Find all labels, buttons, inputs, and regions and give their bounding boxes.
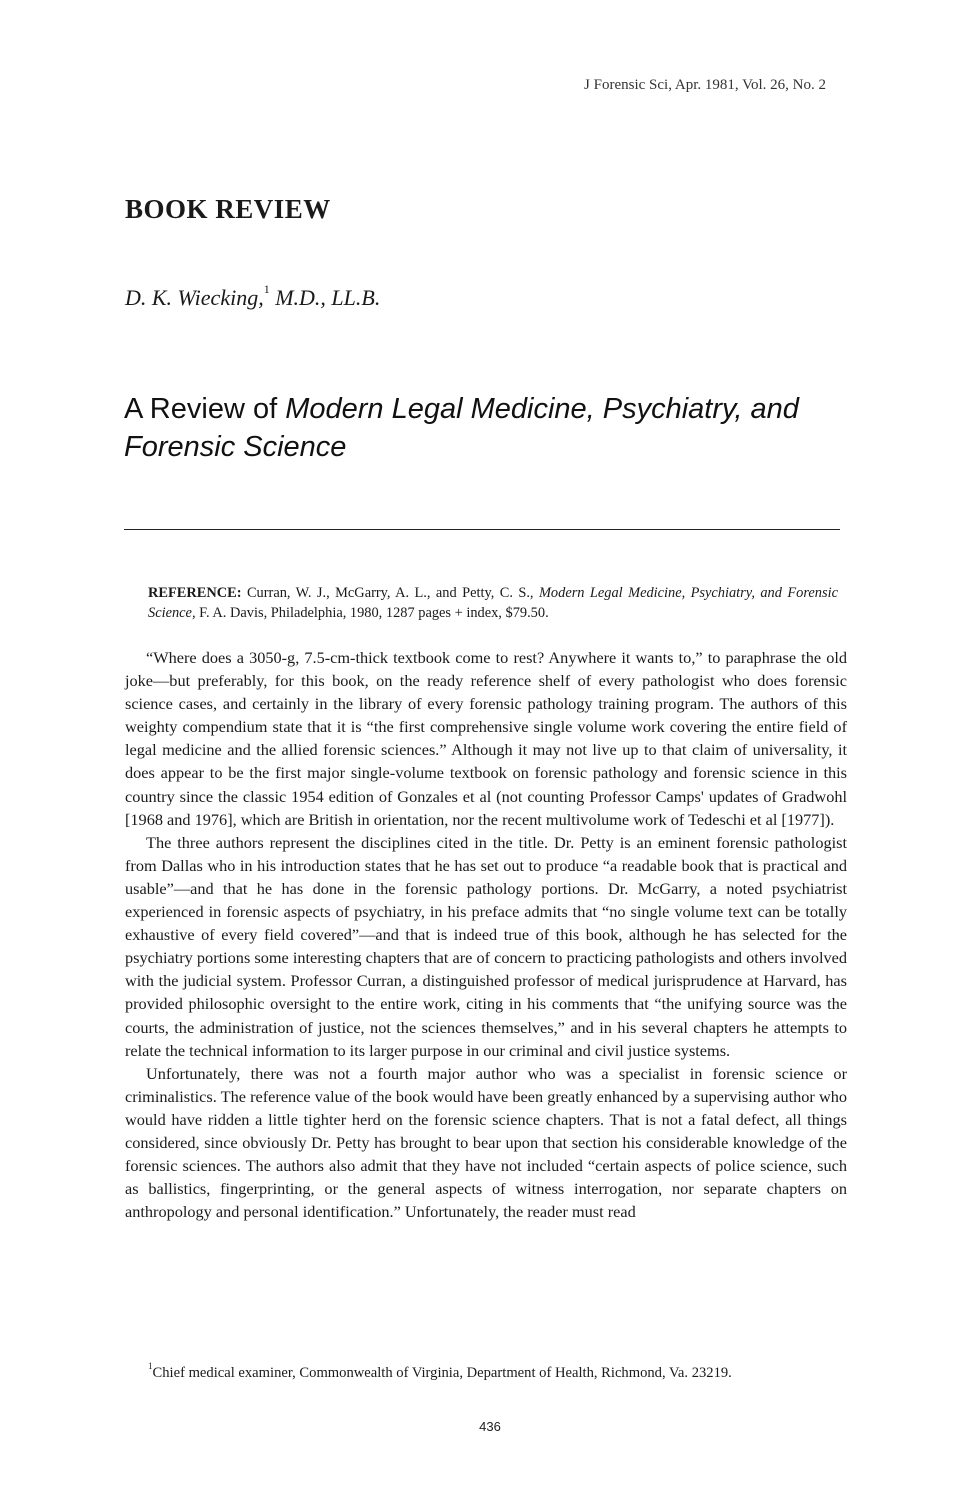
reference-book-title: Modern Legal Medicine, Psychiatry, and Forensic Science,	[148, 585, 838, 621]
article-title-prefix: A Review of	[124, 393, 286, 425]
footnote	[148, 1363, 848, 1382]
author-line	[125, 281, 381, 311]
running-head: J Forensic Sci, Apr. 1981, Vol. 26, No. 2	[584, 77, 826, 93]
reference-authors: Curran, W. J., McGarry, A. L., and Petty, C. S.,	[246, 585, 534, 601]
body-paragraph: “Where does a 3050-g, 7.5-cm-thick textbook come to rest? Anywhere it wants to,” to paraphrase the old joke—but preferably, for this book, on the ready reference shelf of every pathologist who does forensic science cases, and certainly in the library of every forensic pathology training program. The authors of this weighty compendium state that it is “the first comprehensive single volume work covering the entire field of legal medicine and the allied forensic sciences.” Although it may not live up to that claim of universality, it does appear to be the first major single-volume textbook on forensic pathology and forensic science in this country since the classic 1954 edition of Gonzales et al (not counting Professor Camps' updates of Gradwohl [1968 and 1976], which are British in orientation, nor the recent multivolume work of Tedeschi et al [1977]).	[125, 648, 847, 829]
reference-block	[148, 583, 838, 623]
reference-label: REFERENCE:	[148, 585, 242, 601]
review-body	[125, 646, 847, 1223]
page-number: 436	[479, 1419, 501, 1434]
body-paragraph: Unfortunately, there was not a fourth major author who was a specialist in forensic science or criminalistics. The reference value of the book would have been greatly enhanced by a supervising author who would have ridden a little tighter herd on the forensic science chapters. That is not a fatal defect, all things considered, since obviously Dr. Petty has brought to bear upon that section his considerable knowledge of the forensic sciences. The authors also admit that they have not included “certain aspects of police science, such as ballistics, fingerprinting, or the general aspects of witness interrogation, nor separate chapters on anthropology and personal identification.” Unfortunately, the reader must read	[125, 1063, 847, 1222]
article-title-book: Modern Legal Medicine, Psychiatry, and Forensic Science	[124, 393, 799, 463]
reference-publication: F. A. Davis, Philadelphia, 1980, 1287 pages + index, $79.50.	[199, 605, 549, 621]
author-footnote-mark: 1	[263, 281, 270, 296]
author-name: D. K. Wiecking,	[125, 285, 264, 310]
body-paragraph: The three authors represent the disciplines cited in the title. Dr. Petty is an eminent forensic pathologist from Dallas who in his introduction states that he has set out to produce “a readable book that is practical and usable”—and that he has done in the forensic pathology portions. Dr. McGarry, a noted psychiatrist experienced in forensic aspects of psychiatry, in his preface admits that “no single volume text can be totally exhaustive of every field covered”—and that is indeed true of this book, although he has selected for the psychiatry portions some interesting chapters that are of concern to practicing pathologists and others involved with the judicial system. Professor Curran, a distinguished professor of medical jurisprudence at Harvard, has provided philosophic oversight to the entire work, citing in his comments that “the unifying source was the courts, the administration of justice, not the sciences themselves,” and in his several chapters he attempts to relate the technical information to its larger purpose in our criminal and civil justice systems.	[125, 832, 847, 1060]
section-title: BOOK REVIEW	[125, 194, 331, 224]
author-degrees: M.D., LL.B.	[275, 285, 381, 310]
title-divider	[124, 529, 840, 530]
footnote-mark: 1	[148, 1361, 153, 1371]
article-title	[124, 390, 864, 466]
footnote-text: Chief medical examiner, Commonwealth of Virginia, Department of Health, Richmond, Va. 23219.	[152, 1364, 732, 1381]
